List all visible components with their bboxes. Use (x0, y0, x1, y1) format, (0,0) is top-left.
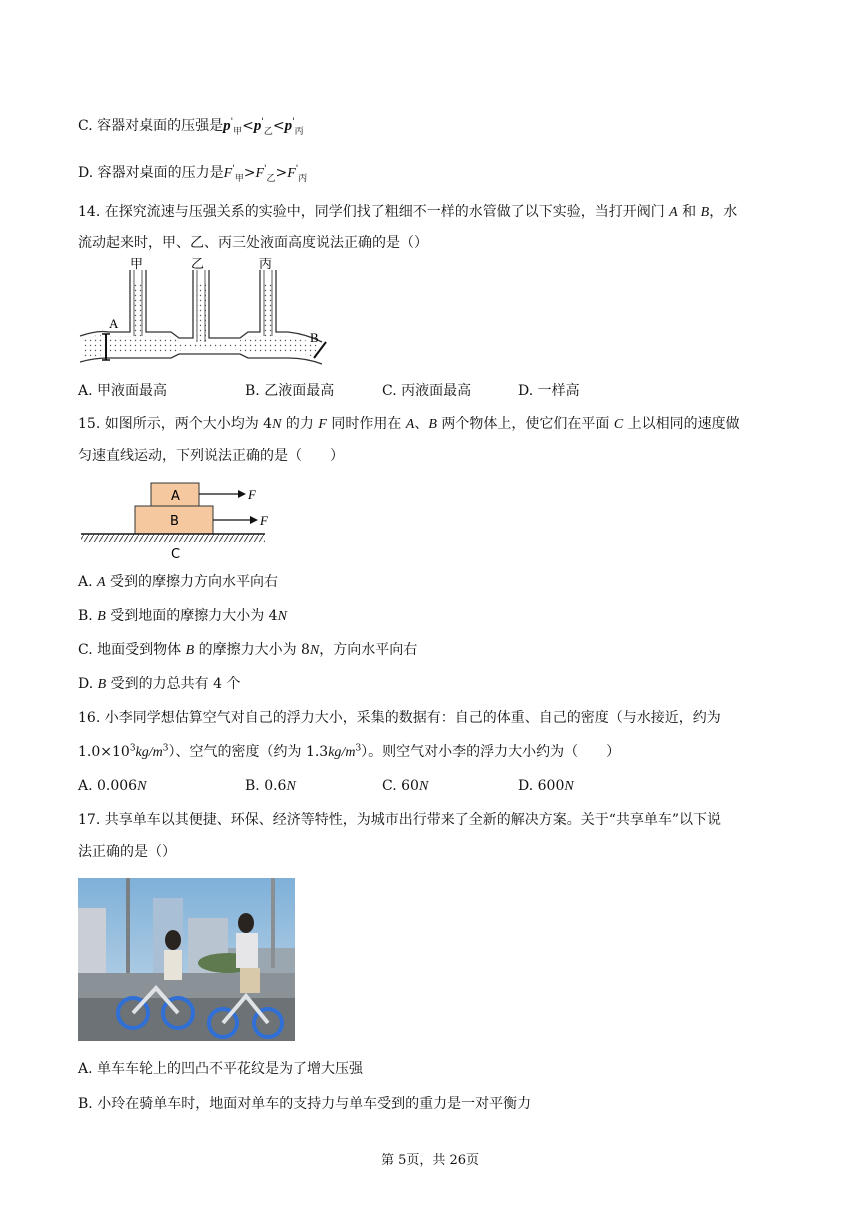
operator: < (272, 118, 285, 134)
q16-option-b (245, 776, 296, 797)
label-b: B (310, 330, 319, 345)
prime: ' (295, 164, 299, 175)
q17-stem-line2: 法正确的是（） (78, 844, 176, 860)
subscript: 丙 (294, 126, 304, 137)
prime: ' (261, 117, 264, 128)
q16-stem-line1: 16. 小李同学想估算空气对自己的浮力大小，采集的数据有：自己的体重、自己的密度（与水接近，约为 (78, 710, 721, 726)
subscript: 乙 (266, 173, 276, 184)
q14-text: 14. 在探究流速与压强关系的实验中，同学们找了粗细不一样的水管做了以下实验，当打开阀门 (78, 204, 670, 220)
q15-option-b (78, 606, 287, 627)
option-text: 受到地面的摩擦力大小为 4 (105, 608, 278, 624)
q15-blocks-figure (78, 480, 278, 560)
q14-stem-line2: 流动起来时，甲、乙、丙三处液面高度说法正确的是（） (78, 235, 428, 251)
object-symbol: B (97, 677, 107, 692)
unit: kg/m (328, 745, 356, 760)
q15-stem-line2: 匀速直线运动，下列说法正确的是（ ） (78, 448, 344, 464)
shared-bike-photo (78, 878, 295, 1041)
lamp-post (126, 878, 130, 978)
unit: N (564, 779, 574, 794)
q17-option-a: A. 单车车轮上的凹凸不平花纹是为了增大压强 (78, 1061, 364, 1077)
unit: N (137, 779, 147, 794)
operator: < (242, 118, 254, 134)
q14-pipe-figure (78, 258, 340, 370)
q13-option-c (78, 116, 304, 136)
formula-symbol: F (223, 166, 233, 181)
option-text: 受到的力总共有 4 个 (106, 676, 241, 692)
q16-text: ）。则空气对小李的浮力大小约为（ ） (361, 744, 621, 760)
q14-option-a: A. 甲液面最高 (78, 383, 168, 399)
q16-option-d (518, 776, 574, 797)
option-letter: D. (78, 676, 98, 692)
q15-text: 、 (414, 416, 429, 432)
q17-stem-line1: 17. 共享单车以其便捷、环保、经济等特性，为城市出行带来了全新的解决方案。关于“共享单车”以下说 (78, 812, 722, 828)
valve-b-label: B (700, 205, 710, 220)
q15-text: 上以相同的速度做 (623, 416, 740, 432)
q16-text: 1.0×10 (78, 744, 130, 760)
option-text: D. 600 (518, 778, 565, 794)
ground-label: C (171, 547, 181, 560)
prime: ' (292, 117, 295, 128)
option-text: C. 地面受到物体 (78, 642, 186, 658)
q16-text: ）、空气的密度（约为 1.3 (168, 744, 329, 760)
water (84, 282, 318, 360)
block-a-label: A (171, 489, 180, 504)
option-text: 的摩擦力大小为 8 (194, 642, 310, 658)
exponent: 3 (355, 743, 362, 754)
q14-option-b: B. 乙液面最高 (245, 383, 335, 399)
q17-option-b: B. 小玲在骑单车时，地面对单车的支持力与单车受到的重力是一对平衡力 (78, 1096, 532, 1112)
q14-option-d: D. 一样高 (518, 383, 580, 399)
object-symbol: A (405, 417, 415, 432)
unit: N (272, 417, 282, 432)
formula-symbol: p (284, 118, 293, 134)
prime: ' (232, 164, 235, 175)
unit: kg/m (135, 745, 163, 760)
label-jia: 甲 (130, 258, 144, 272)
subscript: 丙 (298, 173, 308, 184)
q15-text: 两个物体上，使它们在平面 (436, 416, 614, 432)
unit: N (286, 779, 296, 794)
object-symbol: A (97, 575, 106, 590)
option-text: 受到的摩擦力方向水平向右 (105, 574, 279, 590)
q15-text: 15. 如图所示，两个大小均为 4 (78, 416, 273, 432)
q13-option-d (78, 163, 307, 184)
option-text: B. 0.6 (245, 778, 287, 794)
force-label-b: F (260, 513, 268, 528)
object-symbol: B (97, 609, 106, 624)
q15-stem-line1 (78, 414, 740, 435)
q13-c-text: C. 容器对桌面的压强是 (78, 118, 224, 134)
valve-a-label: A (669, 205, 678, 220)
operator: > (275, 165, 288, 181)
subscript: 乙 (263, 126, 273, 137)
formula-symbol: p (223, 118, 231, 134)
page-footer: 第 5页，共 26页 (380, 1153, 480, 1168)
exponent: 3 (162, 743, 169, 754)
q13-d-text: D. 容器对桌面的压力是 (78, 165, 224, 181)
formula-symbol: F (255, 166, 264, 181)
object-symbol: B (185, 643, 195, 658)
option-text: A. 0.006 (78, 778, 138, 794)
q16-stem-line2 (78, 742, 620, 763)
block-b-label: B (170, 514, 179, 529)
q14-stem-line1 (78, 202, 737, 223)
q15-option-d (78, 674, 240, 695)
option-letter: B. (78, 608, 98, 624)
option-letter: A. (78, 574, 98, 590)
force-label-a: F (248, 487, 256, 502)
unit: N (418, 779, 429, 794)
exponent: 3 (129, 743, 136, 754)
prime: ' (230, 117, 234, 128)
q15-text: 的力 (281, 416, 319, 432)
unit: N (309, 643, 320, 658)
label-bing: 丙 (259, 258, 273, 272)
ground-hatch (81, 534, 265, 542)
q15-option-c (78, 640, 417, 661)
q14-text: ，水 (709, 204, 738, 220)
plane-symbol: C (613, 417, 624, 432)
pipe-bottom-wall (80, 354, 322, 364)
unit: N (277, 609, 287, 624)
option-text: ，方向水平向右 (319, 642, 418, 658)
q14-option-c: C. 丙液面最高 (382, 383, 472, 399)
q16-option-c (382, 776, 428, 797)
force-symbol: F (318, 417, 327, 432)
subscript: 甲 (234, 173, 244, 184)
object-symbol: B (428, 417, 437, 432)
q14-text: 和 (677, 204, 701, 220)
label-yi: 乙 (191, 258, 205, 272)
q16-option-a (78, 776, 146, 797)
formula-symbol: p (253, 118, 262, 134)
label-a: A (109, 316, 119, 331)
operator: > (243, 165, 256, 181)
subscript: 甲 (233, 126, 243, 137)
q15-text: 同时作用在 (326, 416, 406, 432)
prime: ' (264, 164, 267, 175)
q15-option-a (78, 572, 278, 593)
option-text: C. 60 (382, 778, 419, 794)
formula-symbol: F (287, 166, 296, 181)
